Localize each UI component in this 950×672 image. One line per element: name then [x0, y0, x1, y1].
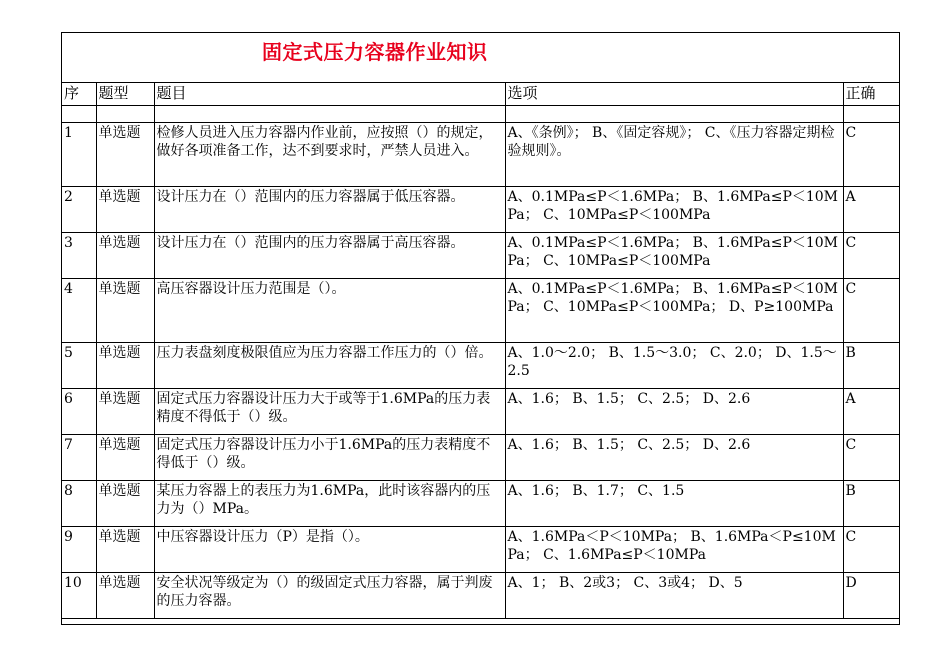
options-text: A、0.1MPa≤P＜1.6MPa； B、1.6MPa≤P＜10MPa； C、10MPa≤P＜100MPa [505, 232, 843, 278]
row-number: 8 [62, 480, 96, 526]
header-row [62, 82, 899, 105]
question-type: 单选题 [96, 388, 154, 434]
question-text: 设计压力在（）范围内的压力容器属于低压容器。 [154, 186, 505, 232]
question-type: 单选题 [96, 342, 154, 388]
answer-text: A [843, 186, 899, 232]
table-row [62, 480, 899, 526]
header-question: 题目 [154, 82, 505, 105]
header-options: 选项 [505, 82, 843, 105]
options-text: A、1； B、2或3； C、3或4； D、5 [505, 572, 843, 618]
answer-text: B [843, 342, 899, 388]
question-type: 单选题 [96, 186, 154, 232]
question-text: 中压容器设计压力（P）是指（）。 [154, 526, 505, 572]
row-number: 4 [62, 278, 96, 342]
row-number: 1 [62, 122, 96, 186]
question-text: 某压力容器上的表压力为1.6MPa，此时该容器内的压力为（）MPa。 [154, 480, 505, 526]
table-row [62, 278, 899, 342]
row-number: 5 [62, 342, 96, 388]
question-text: 固定式压力容器设计压力大于或等于1.6MPa的压力表精度不得低于（）级。 [154, 388, 505, 434]
question-text: 安全状况等级定为（）的级固定式压力容器，属于判废的压力容器。 [154, 572, 505, 618]
table-row [62, 434, 899, 480]
row-number: 10 [62, 572, 96, 618]
options-text: A、《条例》； B、《固定容规》； C、《压力容器定期检验规则》。 [505, 122, 843, 186]
table-row [62, 572, 899, 618]
row-number: 6 [62, 388, 96, 434]
row-number: 9 [62, 526, 96, 572]
table-row [62, 186, 899, 232]
answer-text: C [843, 122, 899, 186]
answer-text: C [843, 232, 899, 278]
row-number: 7 [62, 434, 96, 480]
answer-text: D [843, 572, 899, 618]
blank-row [62, 105, 899, 122]
table-row [62, 232, 899, 278]
question-text: 设计压力在（）范围内的压力容器属于高压容器。 [154, 232, 505, 278]
table-row [62, 342, 899, 388]
question-text: 压力表盘刻度极限值应为压力容器工作压力的（）倍。 [154, 342, 505, 388]
page-title: 固定式压力容器作业知识 [262, 40, 488, 64]
question-text: 检修人员进入压力容器内作业前，应按照（）的规定，做好各项准备工作，达不到要求时，严禁人员进入。 [154, 122, 505, 186]
table-row [62, 122, 899, 186]
options-text: A、1.6； B、1.7； C、1.5 [505, 480, 843, 526]
answer-text: C [843, 434, 899, 480]
answer-text: C [843, 278, 899, 342]
question-type: 单选题 [96, 278, 154, 342]
header-type: 题型 [96, 82, 154, 105]
header-no: 序 [62, 82, 96, 105]
options-text: A、0.1MPa≤P＜1.6MPa； B、1.6MPa≤P＜10MPa； C、10MPa≤P＜100MPa [505, 186, 843, 232]
table-row [62, 526, 899, 572]
options-text: A、1.6； B、1.5； C、2.5； D、2.6 [505, 388, 843, 434]
answer-text: A [843, 388, 899, 434]
spreadsheet [61, 32, 900, 625]
table-row [62, 388, 899, 434]
options-text: A、0.1MPa≤P＜1.6MPa； B、1.6MPa≤P＜10MPa； C、10MPa≤P＜100MPa； D、P≥100MPa [505, 278, 843, 342]
question-type: 单选题 [96, 232, 154, 278]
answer-text: B [843, 480, 899, 526]
question-table [62, 82, 899, 619]
options-text: A、1.0～2.0； B、1.5～3.0； C、2.0； D、1.5～2.5 [505, 342, 843, 388]
row-number: 3 [62, 232, 96, 278]
title-row [62, 33, 899, 83]
question-type: 单选题 [96, 434, 154, 480]
question-type: 单选题 [96, 480, 154, 526]
row-number: 2 [62, 186, 96, 232]
question-type: 单选题 [96, 122, 154, 186]
question-type: 单选题 [96, 572, 154, 618]
question-text: 固定式压力容器设计压力小于1.6MPa的压力表精度不得低于（）级。 [154, 434, 505, 480]
question-type: 单选题 [96, 526, 154, 572]
header-answer: 正确 [843, 82, 899, 105]
options-text: A、1.6MPa＜P＜10MPa； B、1.6MPa＜P≤10MPa； C、1.6MPa≤P＜10MPa [505, 526, 843, 572]
answer-text: C [843, 526, 899, 572]
question-text: 高压容器设计压力范围是（）。 [154, 278, 505, 342]
options-text: A、1.6； B、1.5； C、2.5； D、2.6 [505, 434, 843, 480]
